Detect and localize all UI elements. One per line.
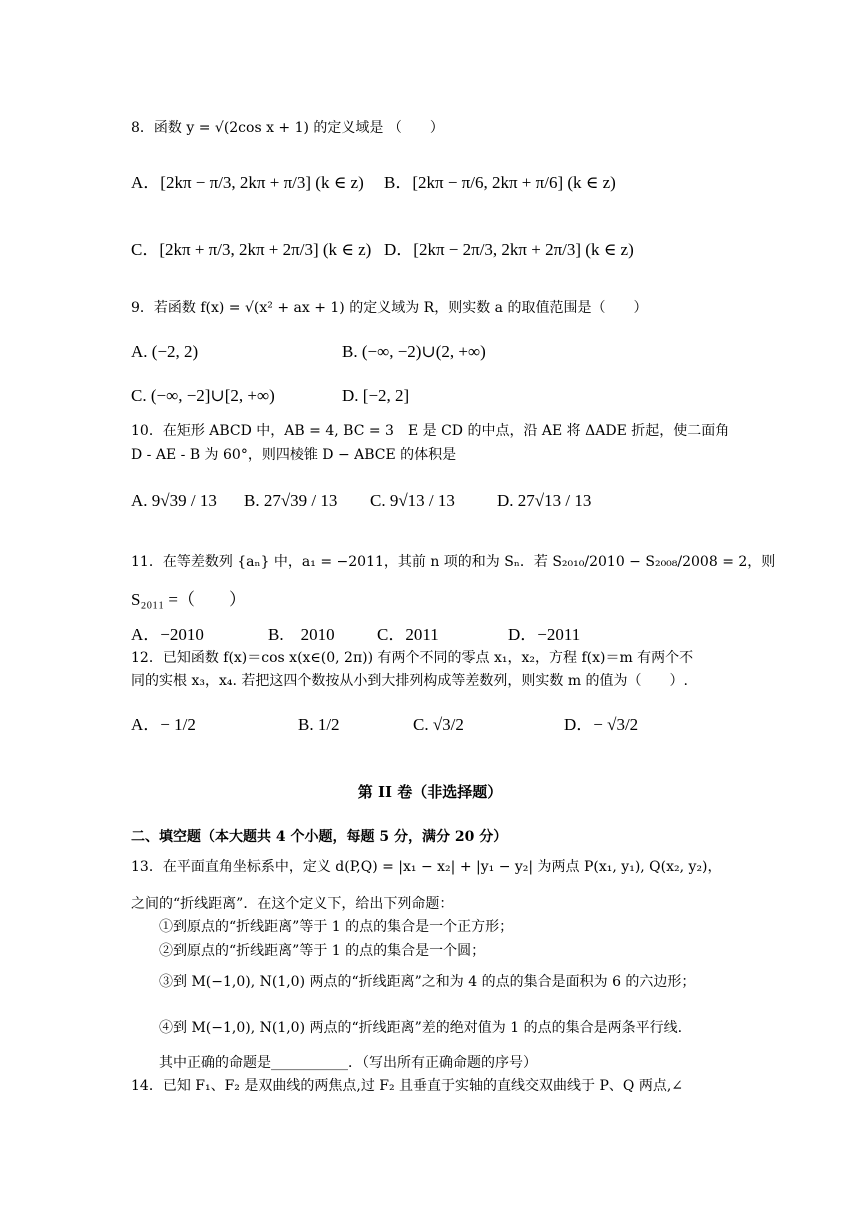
q13-proposition-4: ④到 M(−1,0), N(1,0) 两点的“折线距离”差的绝对值为 1 的点的集合是两条平行线. <box>159 1020 683 1036</box>
q9-option-b: B. (−∞, −2)∪(2, +∞) <box>342 342 486 361</box>
q11-option-d: D．−2011 <box>508 625 581 644</box>
q11-option-b: B. 2010 <box>268 625 335 644</box>
q13-line1: 13．在平面直角坐标系中，定义 d(P,Q) = |x₁ − x₂| + |y₁ − y₂| 为两点 P(x₁, y₁), Q(x₂, y₂)， <box>131 859 722 875</box>
q10-line2: D - AE - B 为 60°，则四棱锥 D − ABCE 的体积是 <box>131 447 457 463</box>
q12-option-a: A．− 1/2 <box>131 715 196 734</box>
q9-option-d: D. [−2, 2] <box>342 386 410 405</box>
section-title: 第 II 卷（非选择题） <box>357 783 503 801</box>
q12-option-c: C. √3/2 <box>413 715 464 734</box>
q8-option-d: D．[2kπ − 2π/3, 2kπ + 2π/3] (k ∈ z) <box>384 240 634 259</box>
q11-line1: 11．在等差数列 {aₙ} 中，a₁ = −2011，其前 n 项的和为 Sₙ．若 S₂₀₁₀/2010 − S₂₀₀₈/2008 = 2，则 <box>131 554 776 570</box>
q10-option-b: B. 27√39 / 13 <box>244 491 338 510</box>
q10-line1: 10．在矩形 ABCD 中，AB = 4, BC = 3 E 是 CD 的中点，沿 AE 将 ΔADE 折起，使二面角 <box>131 423 730 439</box>
q13-line2: 之间的“折线距离”．在这个定义下，给出下列命题： <box>131 896 454 912</box>
q12-option-b: B. 1/2 <box>298 715 340 734</box>
q14-line1: 14．已知 F₁、F₂ 是双曲线的两焦点,过 F₂ 且垂直于实轴的直线交双曲线于 P、Q 两点,∠ <box>131 1078 684 1094</box>
q11-line2: S₂₀₁₁ =（ ） <box>131 590 246 609</box>
q8-option-b: B．[2kπ − π/6, 2kπ + π/6] (k ∈ z) <box>384 173 616 192</box>
q8-option-a: A．[2kπ − π/3, 2kπ + π/3] (k ∈ z) <box>131 173 364 192</box>
q12-line2: 同的实根 x₃，x₄. 若把这四个数按从小到大排列构成等差数列，则实数 m 的值为（ ）. <box>131 673 688 689</box>
q12-line1: 12．已知函数 f(x)＝cos x(x∈(0, 2π)) 有两个不同的零点 x₁，x₂，方程 f(x)＝m 有两个不 <box>131 650 694 666</box>
q10-option-a: A. 9√39 / 13 <box>131 491 217 510</box>
q10-option-c: C. 9√13 / 13 <box>370 491 455 510</box>
q13-proposition-1: ①到原点的“折线距离”等于 1 的点的集合是一个正方形； <box>159 919 514 935</box>
q13-proposition-3: ③到 M(−1,0), N(1,0) 两点的“折线距离”之和为 4 的点的集合是面积为 6 的六边形； <box>159 974 696 990</box>
q9-option-a: A. (−2, 2) <box>131 342 199 361</box>
q8-stem: 8．函数 y = √(2cos x + 1) 的定义域是 （ ） <box>131 120 444 136</box>
q12-option-d: D．− √3/2 <box>564 715 639 734</box>
q9-stem: 9．若函数 f(x) = √(x² + ax + 1) 的定义域为 R，则实数 a 的取值范围是（ ） <box>131 300 648 316</box>
q11-option-a: A．−2010 <box>131 625 204 644</box>
q9-option-c: C. (−∞, −2]∪[2, +∞) <box>131 386 275 405</box>
q10-option-d: D. 27√13 / 13 <box>497 491 592 510</box>
q11-option-c: C．2011 <box>377 625 439 644</box>
q8-option-c: C．[2kπ + π/3, 2kπ + 2π/3] (k ∈ z) <box>131 240 372 259</box>
q13-answer-line: 其中正确的命题是___________．（写出所有正确命题的序号） <box>159 1055 537 1071</box>
part-heading: 二、填空题（本大题共 4 个小题，每题 5 分，满分 20 分） <box>131 829 508 845</box>
q13-proposition-2: ②到原点的“折线距离”等于 1 的点的集合是一个圆； <box>159 943 486 959</box>
